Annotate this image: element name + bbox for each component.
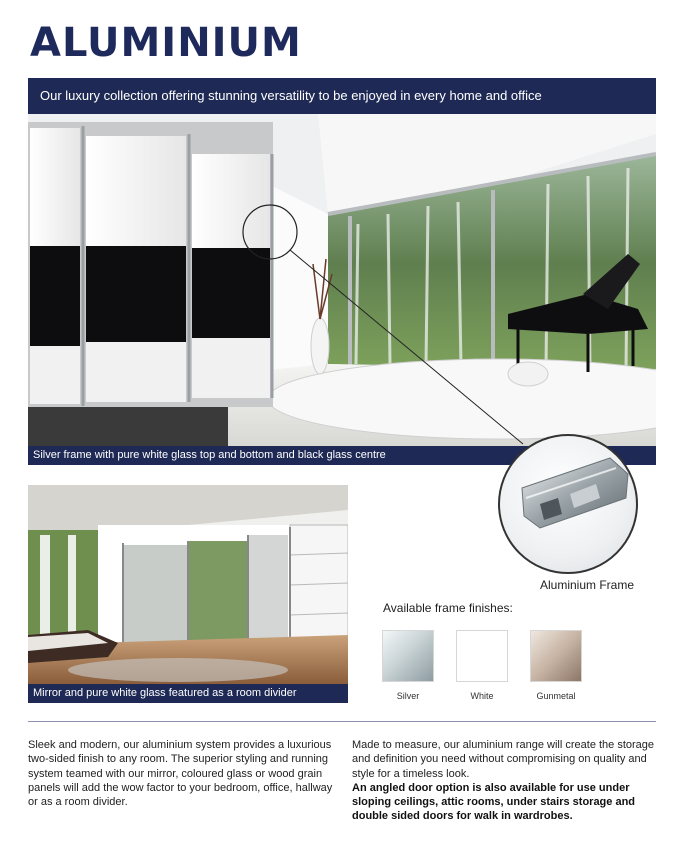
- finishes-title: Available frame finishes:: [383, 601, 513, 615]
- right-column: [352, 738, 657, 824]
- aluminium-frame-detail: [498, 434, 638, 574]
- room-divider-image: [28, 485, 348, 684]
- hero-caption: Silver frame with pure white glass top and bottom and black glass centre: [28, 446, 656, 465]
- swatch-label-gunmetal: Gunmetal: [536, 691, 576, 701]
- hero-illustration: [28, 114, 656, 446]
- swatch-silver: [382, 630, 434, 682]
- tagline-banner: Our luxury collection offering stunning versatility to be enjoyed in every home and office: [28, 78, 656, 114]
- section-divider: [28, 721, 656, 722]
- swatch-white: [456, 630, 508, 682]
- frame-label: Aluminium Frame: [540, 578, 635, 592]
- hero-image: [28, 114, 656, 446]
- room-caption: Mirror and pure white glass featured as a room divider: [28, 684, 348, 703]
- frame-profile-illustration: [500, 436, 638, 574]
- right-bold-paragraph: An angled door option is also available for use under sloping ceilings, attic rooms, under stairs storage and double sided doors for walk in wardrobes.: [352, 781, 636, 823]
- left-paragraph: Sleek and modern, our aluminium system provides a luxurious two-sided finish to any room. The superior styling and running system teamed with our mirror, coloured glass or wood grain panels will add the wow factor to your bedroom, office, hallway or as a room divider.: [28, 739, 333, 809]
- swatch-label-white: White: [470, 691, 494, 701]
- page-title: ALUMINIUM: [30, 20, 302, 66]
- room-illustration: [28, 485, 348, 684]
- right-paragraph: Made to measure, our aluminium range will create the storage and definition you need without compromising on quality and style for a timeless look.: [352, 739, 655, 780]
- swatch-label-silver: Silver: [396, 691, 420, 701]
- swatch-gunmetal: [530, 630, 582, 682]
